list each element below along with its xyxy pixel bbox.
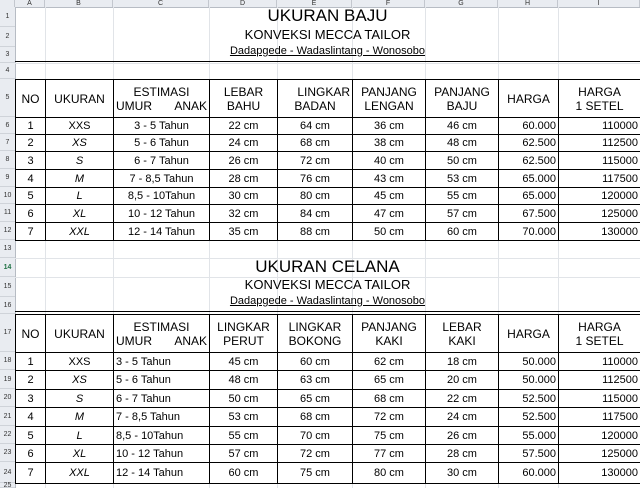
celana-subtitle: KONVEKSI MECCA TAILOR — [15, 277, 640, 292]
cell-no[interactable]: 5 — [16, 427, 46, 445]
baju-address-border — [15, 61, 640, 62]
row-header[interactable]: 8 — [0, 151, 15, 169]
cell-no[interactable]: 5 — [16, 188, 46, 205]
header-harga-label: HARGA — [507, 327, 550, 341]
row-header[interactable]: 10 — [0, 187, 15, 204]
cell-size[interactable]: M — [46, 408, 114, 427]
header-perut-label: PERUT — [212, 334, 275, 348]
table-row — [16, 445, 640, 463]
cell-size[interactable]: S — [46, 390, 114, 408]
table-row — [16, 463, 640, 484]
cell-harga[interactable]: 52.500 — [499, 390, 559, 408]
gridline — [15, 63, 640, 64]
cell-lingkar-badan[interactable]: 84 cm — [278, 205, 353, 223]
header-bahu-label: BAHU — [212, 99, 275, 113]
column-header-e[interactable]: E — [277, 0, 352, 7]
header-ukuran-label: UKURAN — [54, 327, 105, 341]
baju-header-row — [16, 80, 640, 118]
table-row — [16, 188, 640, 205]
cell-no[interactable]: 1 — [16, 118, 46, 135]
table-row — [16, 371, 640, 390]
cell-panjang-baju[interactable]: 55 cm — [426, 188, 499, 205]
baju-title: UKURAN BAJU — [15, 6, 640, 26]
cell-lingkar-perut[interactable]: 60 cm — [210, 463, 278, 484]
cell-lingkar-badan[interactable]: 64 cm — [278, 118, 353, 135]
table-row — [16, 205, 640, 223]
cell-harga[interactable]: 65.000 — [499, 188, 559, 205]
cell-panjang-lengan[interactable]: 47 cm — [353, 205, 426, 223]
row-header[interactable]: 25 — [0, 483, 15, 488]
header-lingkar-label: LINGKAR — [280, 85, 350, 99]
cell-harga[interactable]: 55.000 — [499, 427, 559, 445]
column-header-b[interactable]: B — [45, 0, 113, 7]
cell-age[interactable]: 5 - 6 Tahun — [114, 135, 210, 152]
cell-no[interactable]: 2 — [16, 135, 46, 152]
cell-panjang-baju[interactable]: 46 cm — [426, 118, 499, 135]
table-row — [16, 170, 640, 188]
header-kaki-label: KAKI — [428, 334, 496, 348]
header-lingkar-label: LINGKAR — [280, 320, 350, 334]
cell-harga-setel[interactable]: 112500 — [559, 135, 640, 152]
header-harga[interactable] — [499, 80, 559, 118]
cell-size[interactable]: XL — [46, 445, 114, 463]
header-ukuran-label: UKURAN — [54, 92, 105, 106]
cell-no[interactable]: 6 — [16, 205, 46, 223]
cell-size[interactable]: XXS — [46, 118, 114, 135]
header-badan-label: BADAN — [280, 99, 350, 113]
cell-panjang-baju[interactable]: 57 cm — [426, 205, 499, 223]
row-header[interactable]: 13 — [0, 240, 15, 258]
cell-lingkar-bokong[interactable]: 65 cm — [278, 390, 353, 408]
cell-age[interactable]: 7 - 8,5 Tahun — [114, 408, 210, 427]
cell-size[interactable]: S — [46, 152, 114, 170]
cell-harga-setel[interactable]: 110000 — [559, 353, 640, 371]
cell-panjang-kaki[interactable]: 80 cm — [353, 463, 426, 484]
baju-table — [15, 79, 640, 241]
select-all-corner[interactable] — [0, 0, 15, 7]
cell-size[interactable]: M — [46, 170, 114, 188]
cell-harga-setel[interactable]: 130000 — [559, 463, 640, 484]
row-header[interactable]: 16 — [0, 297, 15, 314]
cell-lingkar-bokong[interactable]: 72 cm — [278, 445, 353, 463]
cell-size[interactable]: XS — [46, 135, 114, 152]
cell-panjang-lengan[interactable]: 38 cm — [353, 135, 426, 152]
column-header-i[interactable]: I — [558, 0, 640, 7]
cell-panjang-kaki[interactable]: 62 cm — [353, 353, 426, 371]
column-header-a[interactable]: A — [15, 0, 45, 7]
cell-lingkar-bokong[interactable]: 68 cm — [278, 408, 353, 427]
row-header[interactable]: 4 — [0, 63, 15, 79]
cell-no[interactable]: 3 — [16, 390, 46, 408]
cell-age[interactable]: 10 - 12 Tahun — [114, 205, 210, 223]
header-lebar-kaki[interactable] — [426, 315, 499, 353]
row-header[interactable]: 21 — [0, 407, 15, 426]
header-harga[interactable] — [499, 315, 559, 353]
cell-lingkar-badan[interactable]: 88 cm — [278, 223, 353, 241]
header-bokong-label: BOKONG — [280, 334, 350, 348]
cell-harga-setel[interactable]: 130000 — [559, 223, 640, 241]
cell-harga-setel[interactable]: 112500 — [559, 371, 640, 390]
cell-panjang-lengan[interactable]: 45 cm — [353, 188, 426, 205]
header-anak-label: ANAK — [174, 334, 207, 348]
column-header-f[interactable]: F — [352, 0, 425, 7]
header-panjang-baju[interactable] — [426, 80, 499, 118]
header-baju-label: BAJU — [428, 99, 496, 113]
header-estimasi[interactable] — [114, 80, 210, 118]
table-row — [16, 135, 640, 152]
table-row — [16, 152, 640, 170]
row-header[interactable]: 6 — [0, 117, 15, 134]
header-no[interactable] — [16, 80, 46, 118]
cell-panjang-kaki[interactable]: 72 cm — [353, 408, 426, 427]
column-header-g[interactable]: G — [425, 0, 498, 7]
cell-panjang-kaki[interactable]: 77 cm — [353, 445, 426, 463]
header-estimasi[interactable] — [114, 315, 210, 353]
table-row — [16, 390, 640, 408]
cell-lebar-kaki[interactable]: 26 cm — [426, 427, 499, 445]
row-header[interactable]: 1 — [0, 7, 15, 27]
cell-lebar-bahu[interactable]: 28 cm — [210, 170, 278, 188]
cell-harga-setel[interactable]: 125000 — [559, 445, 640, 463]
cell-lebar-kaki[interactable]: 18 cm — [426, 353, 499, 371]
cell-lingkar-badan[interactable]: 76 cm — [278, 170, 353, 188]
header-setel-label: 1 SETEL — [561, 334, 638, 348]
row-header[interactable]: 9 — [0, 169, 15, 187]
header-no[interactable] — [16, 315, 46, 353]
cell-harga-setel[interactable]: 115000 — [559, 152, 640, 170]
cell-panjang-lengan[interactable]: 50 cm — [353, 223, 426, 241]
row-header[interactable]: 11 — [0, 204, 15, 222]
row-header-selected[interactable]: 14 — [0, 258, 15, 277]
cell-lebar-bahu[interactable]: 24 cm — [210, 135, 278, 152]
celana-table — [15, 314, 640, 484]
row-header-bar — [0, 7, 16, 488]
cell-lingkar-bokong[interactable]: 60 cm — [278, 353, 353, 371]
header-lebar-bahu[interactable] — [210, 80, 278, 118]
cell-lebar-bahu[interactable]: 32 cm — [210, 205, 278, 223]
row-header[interactable]: 17 — [0, 314, 15, 352]
cell-age[interactable]: 3 - 5 Tahun — [114, 353, 210, 371]
cell-harga[interactable]: 50.000 — [499, 371, 559, 390]
cell-panjang-kaki[interactable]: 75 cm — [353, 427, 426, 445]
row-header[interactable]: 2 — [0, 27, 15, 47]
cell-size[interactable]: L — [46, 427, 114, 445]
header-ukuran[interactable] — [46, 315, 114, 353]
header-harga-setel[interactable] — [559, 315, 640, 353]
cell-size[interactable]: XS — [46, 371, 114, 390]
header-panjang-label: PANJANG — [355, 320, 423, 334]
row-header[interactable]: 22 — [0, 426, 15, 444]
cell-panjang-baju[interactable]: 60 cm — [426, 223, 499, 241]
cell-harga-setel[interactable]: 110000 — [559, 118, 640, 135]
table-row — [16, 223, 640, 241]
cell-lingkar-bokong[interactable]: 70 cm — [278, 427, 353, 445]
row-header[interactable]: 5 — [0, 79, 15, 117]
cell-no[interactable]: 6 — [16, 445, 46, 463]
cell-lingkar-badan[interactable]: 68 cm — [278, 135, 353, 152]
cell-lebar-kaki[interactable]: 24 cm — [426, 408, 499, 427]
cell-lingkar-perut[interactable]: 45 cm — [210, 353, 278, 371]
header-lebar-label: LEBAR — [212, 85, 275, 99]
cell-harga[interactable]: 70.000 — [499, 223, 559, 241]
cell-harga-setel[interactable]: 117500 — [559, 408, 640, 427]
baju-subtitle: KONVEKSI MECCA TAILOR — [15, 27, 640, 42]
row-header[interactable]: 23 — [0, 444, 15, 462]
cell-harga-setel[interactable]: 120000 — [559, 427, 640, 445]
cell-harga[interactable]: 60.000 — [499, 118, 559, 135]
celana-header-row — [16, 315, 640, 353]
cell-age[interactable]: 12 - 14 Tahun — [114, 463, 210, 484]
cell-lebar-kaki[interactable]: 20 cm — [426, 371, 499, 390]
cell-lebar-bahu[interactable]: 22 cm — [210, 118, 278, 135]
cell-harga[interactable]: 60.000 — [499, 463, 559, 484]
header-ukuran[interactable] — [46, 80, 114, 118]
cell-size[interactable]: XL — [46, 205, 114, 223]
row-header[interactable]: 7 — [0, 134, 15, 151]
header-no-label: NO — [22, 327, 40, 341]
header-kaki-label: KAKI — [355, 334, 423, 348]
cell-lingkar-perut[interactable]: 55 cm — [210, 427, 278, 445]
cell-no[interactable]: 7 — [16, 463, 46, 484]
cell-lingkar-bokong[interactable]: 63 cm — [278, 371, 353, 390]
cell-age[interactable]: 8,5 - 10Tahun — [114, 427, 210, 445]
cell-lebar-kaki[interactable]: 30 cm — [426, 463, 499, 484]
header-panjang-lengan[interactable] — [353, 80, 426, 118]
cell-lebar-bahu[interactable]: 26 cm — [210, 152, 278, 170]
header-estimasi-label: ESTIMASI — [116, 320, 207, 334]
header-panjang-kaki[interactable] — [353, 315, 426, 353]
cell-lingkar-perut[interactable]: 57 cm — [210, 445, 278, 463]
celana-address-border — [15, 311, 640, 312]
header-estimasi-label: ESTIMASI — [116, 85, 207, 99]
row-header[interactable]: 18 — [0, 352, 15, 370]
cell-size[interactable]: L — [46, 188, 114, 205]
header-no-label: NO — [22, 92, 40, 106]
cell-no[interactable]: 7 — [16, 223, 46, 241]
cell-harga[interactable]: 65.000 — [499, 170, 559, 188]
header-harga-label: HARGA — [507, 92, 550, 106]
row-header[interactable]: 20 — [0, 389, 15, 407]
cell-lingkar-bokong[interactable]: 75 cm — [278, 463, 353, 484]
cell-panjang-lengan[interactable]: 36 cm — [353, 118, 426, 135]
cell-harga[interactable]: 67.500 — [499, 205, 559, 223]
header-panjang-label: PANJANG — [355, 85, 423, 99]
cell-panjang-kaki[interactable]: 68 cm — [353, 390, 426, 408]
cell-no[interactable]: 4 — [16, 170, 46, 188]
cell-harga[interactable]: 52.500 — [499, 408, 559, 427]
row-header[interactable]: 19 — [0, 370, 15, 389]
header-anak-label: ANAK — [174, 99, 207, 113]
cell-harga-setel[interactable]: 120000 — [559, 188, 640, 205]
header-harga-setel[interactable] — [559, 80, 640, 118]
cell-harga-setel[interactable]: 115000 — [559, 390, 640, 408]
cell-panjang-kaki[interactable]: 65 cm — [353, 371, 426, 390]
header-harga-label: HARGA — [561, 320, 638, 334]
header-lingkar-label: LINGKAR — [212, 320, 275, 334]
header-lebar-label: LEBAR — [428, 320, 496, 334]
column-header-c[interactable]: C — [113, 0, 209, 7]
celana-title: UKURAN CELANA — [15, 257, 640, 277]
header-lingkar-badan[interactable] — [278, 80, 353, 118]
cell-no[interactable]: 1 — [16, 353, 46, 371]
cell-age[interactable]: 10 - 12 Tahun — [114, 445, 210, 463]
header-harga-label: HARGA — [561, 85, 638, 99]
cell-panjang-baju[interactable]: 50 cm — [426, 152, 499, 170]
cell-panjang-lengan[interactable]: 40 cm — [353, 152, 426, 170]
cell-age[interactable]: 6 - 7 Tahun — [114, 390, 210, 408]
cell-lebar-bahu[interactable]: 30 cm — [210, 188, 278, 205]
header-setel-label: 1 SETEL — [561, 99, 638, 113]
cell-lingkar-perut[interactable]: 50 cm — [210, 390, 278, 408]
cell-age[interactable]: 3 - 5 Tahun — [114, 118, 210, 135]
header-umur-label: UMUR — [116, 99, 152, 113]
cell-size[interactable]: XXL — [46, 223, 114, 241]
cell-lebar-kaki[interactable]: 28 cm — [426, 445, 499, 463]
row-header[interactable]: 12 — [0, 222, 15, 240]
table-row — [16, 118, 640, 135]
celana-address: Dadapgede - Wadaslintang - Wonosobo — [15, 295, 640, 307]
cell-size[interactable]: XXL — [46, 463, 114, 484]
cell-harga[interactable]: 50.000 — [499, 353, 559, 371]
column-header-d[interactable]: D — [209, 0, 277, 7]
header-lingkar-bokong[interactable] — [278, 315, 353, 353]
table-row — [16, 427, 640, 445]
row-header[interactable]: 3 — [0, 47, 15, 63]
cell-lingkar-perut[interactable]: 48 cm — [210, 371, 278, 390]
cell-lingkar-perut[interactable]: 53 cm — [210, 408, 278, 427]
row-header[interactable]: 24 — [0, 462, 15, 483]
header-panjang-label: PANJANG — [428, 85, 496, 99]
cell-harga-setel[interactable]: 125000 — [559, 205, 640, 223]
cell-age[interactable]: 12 - 14 Tahun — [114, 223, 210, 241]
cell-panjang-lengan[interactable]: 43 cm — [353, 170, 426, 188]
cell-lingkar-badan[interactable]: 80 cm — [278, 188, 353, 205]
cell-harga[interactable]: 57.500 — [499, 445, 559, 463]
cell-age[interactable]: 7 - 8,5 Tahun — [114, 170, 210, 188]
cell-harga[interactable]: 62.500 — [499, 135, 559, 152]
cell-panjang-baju[interactable]: 53 cm — [426, 170, 499, 188]
table-row — [16, 353, 640, 371]
header-umur-label: UMUR — [116, 334, 152, 348]
baju-address: Dadapgede - Wadaslintang - Wonosobo — [15, 45, 640, 57]
cell-size[interactable]: XXS — [46, 353, 114, 371]
row-header[interactable]: 15 — [0, 277, 15, 297]
cell-harga[interactable]: 62.500 — [499, 152, 559, 170]
header-lengan-label: LENGAN — [355, 99, 423, 113]
header-lingkar-perut[interactable] — [210, 315, 278, 353]
cell-lingkar-badan[interactable]: 72 cm — [278, 152, 353, 170]
cell-age[interactable]: 6 - 7 Tahun — [114, 152, 210, 170]
cell-lebar-bahu[interactable]: 35 cm — [210, 223, 278, 241]
column-header-h[interactable]: H — [498, 0, 558, 7]
cell-harga-setel[interactable]: 117500 — [559, 170, 640, 188]
cell-age[interactable]: 8,5 - 10Tahun — [114, 188, 210, 205]
table-row — [16, 408, 640, 427]
cell-no[interactable]: 4 — [16, 408, 46, 427]
cell-lebar-kaki[interactable]: 22 cm — [426, 390, 499, 408]
cell-age[interactable]: 5 - 6 Tahun — [114, 371, 210, 390]
cell-no[interactable]: 3 — [16, 152, 46, 170]
cell-no[interactable]: 2 — [16, 371, 46, 390]
cell-panjang-baju[interactable]: 48 cm — [426, 135, 499, 152]
